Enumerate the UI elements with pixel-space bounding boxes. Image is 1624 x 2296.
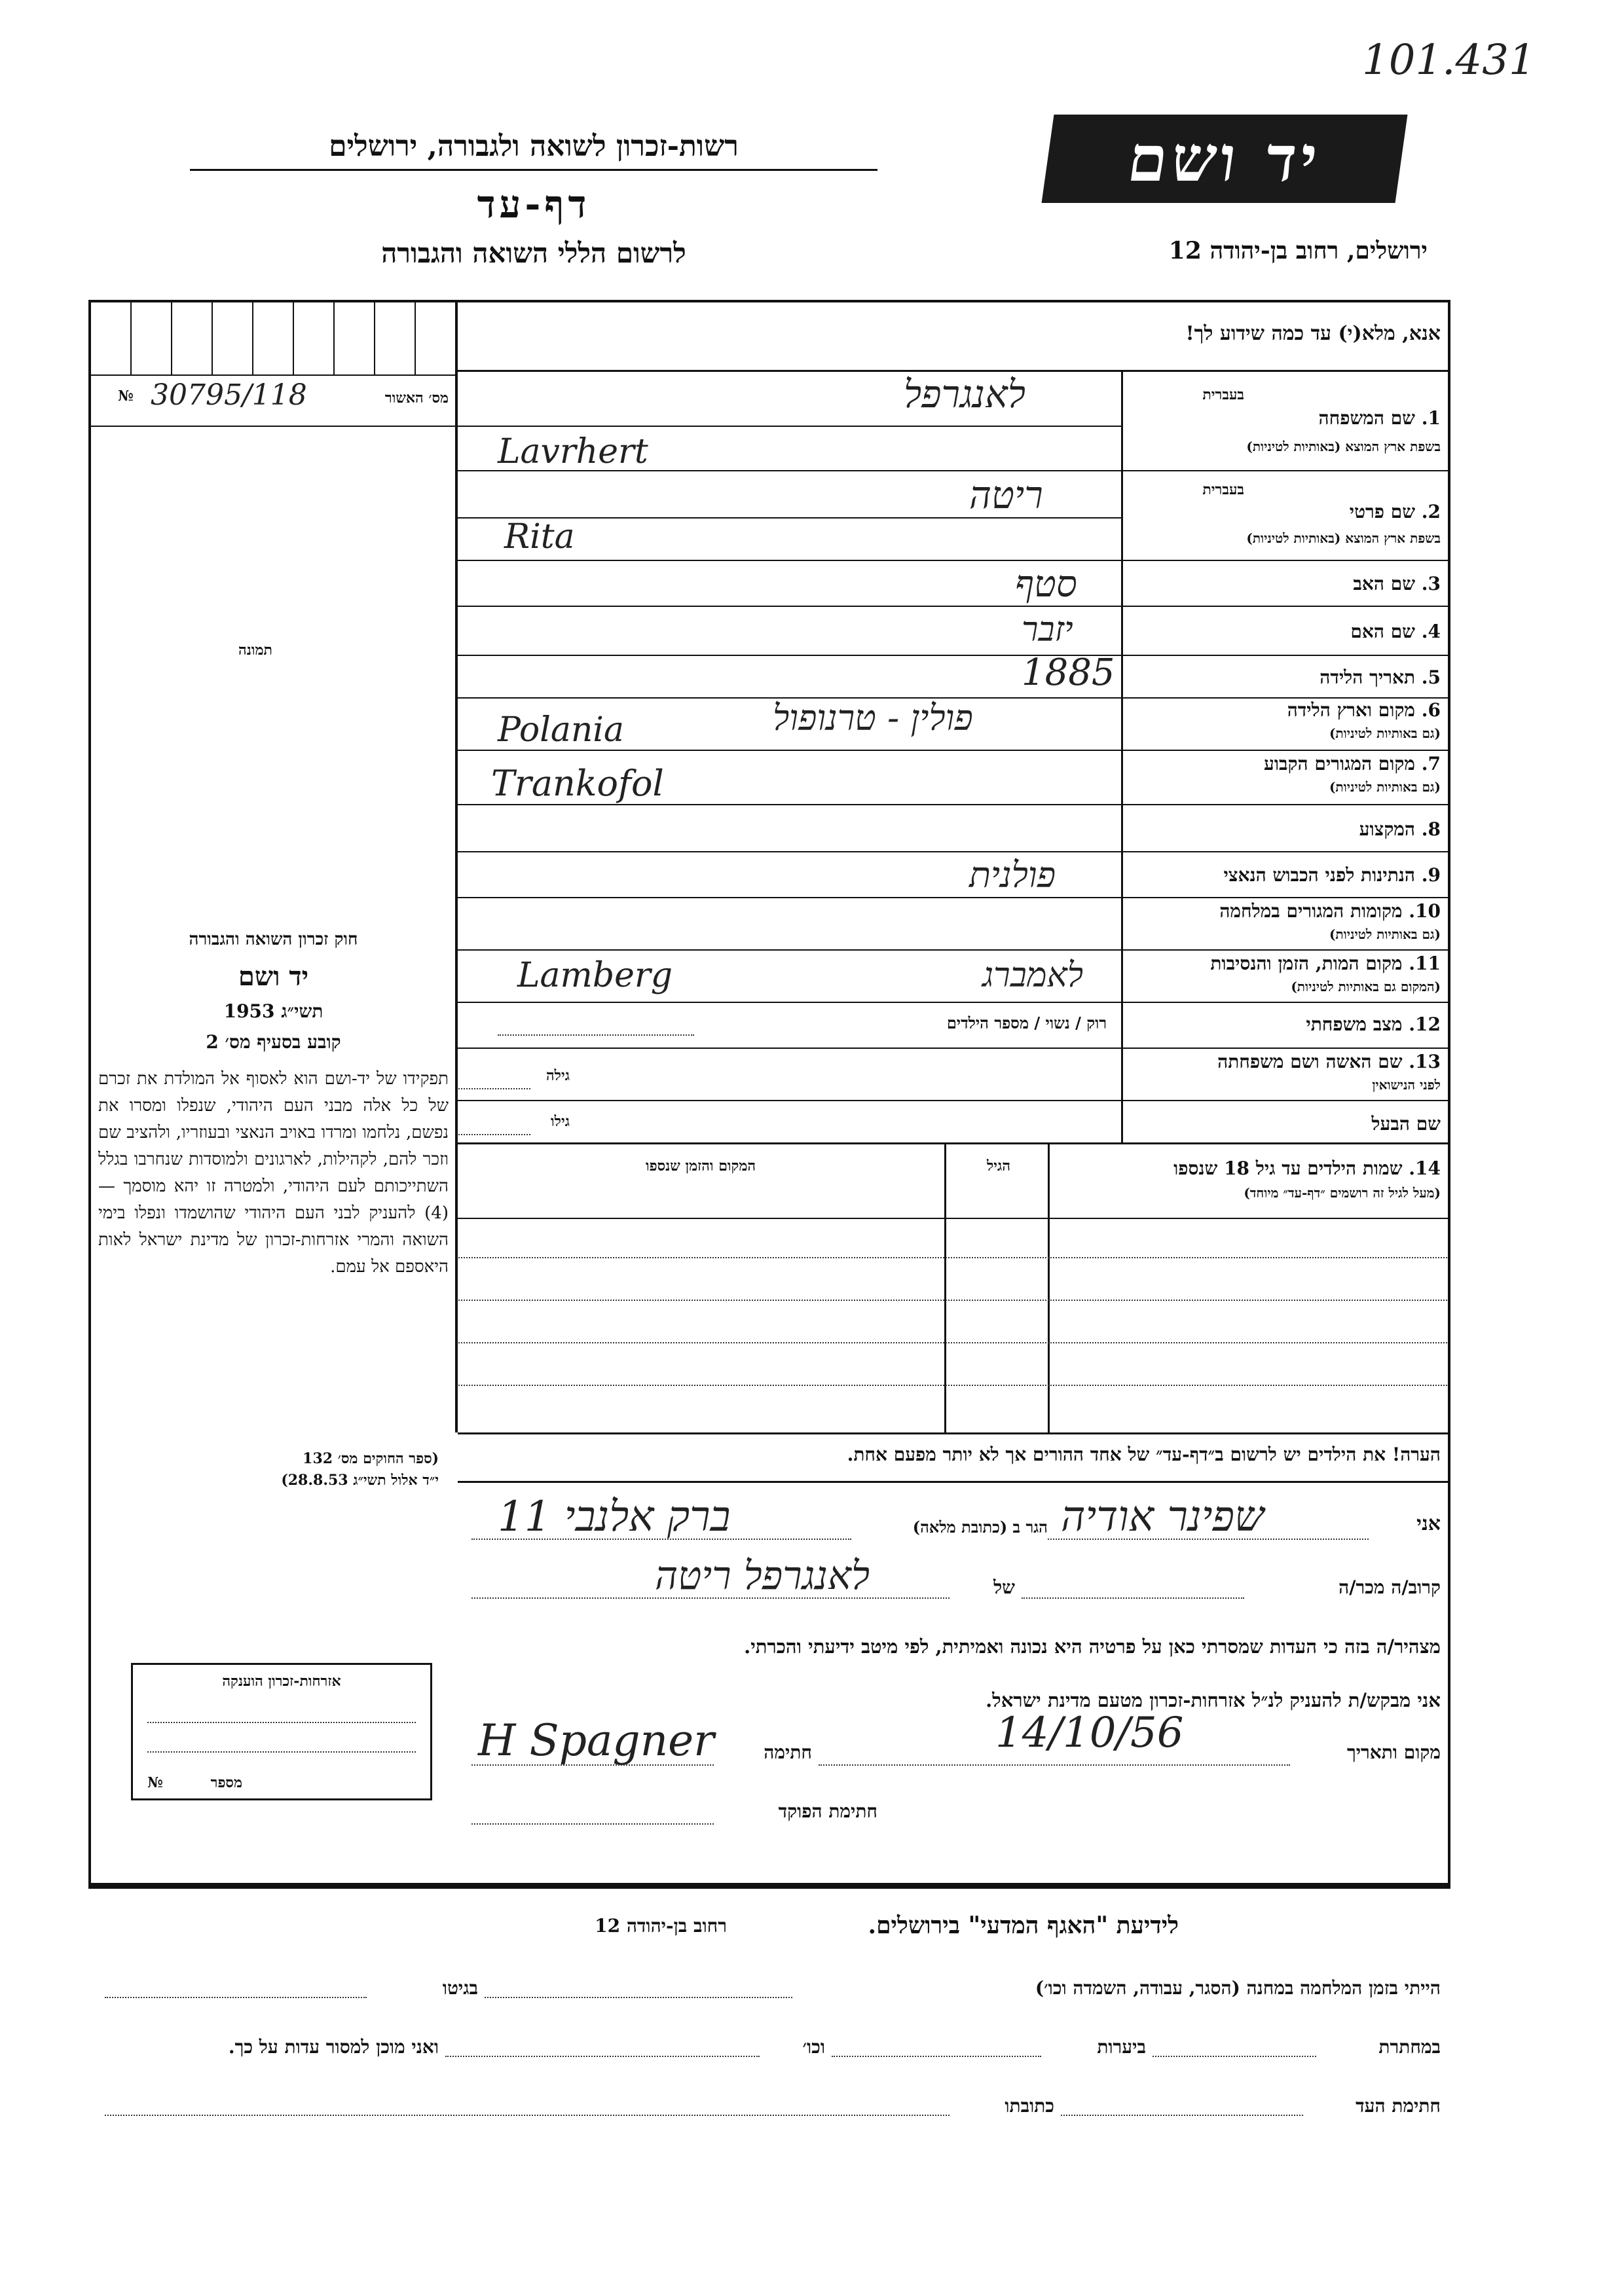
witness-address-label: כתובתו [1005,2095,1054,2117]
f1-sub: בשפת ארץ המוצא (באותיות לטיניות) [1246,439,1441,454]
children-age-header: הגיל [987,1157,1010,1175]
husband-label: שם הבעל [1371,1113,1441,1135]
law-name: יד ושם [238,961,309,992]
of-value: לאנגרפל ריטה [655,1553,870,1599]
f12-options: רוק / נשוי / מספר הילדים [946,1013,1107,1032]
declarant-date: 14/10/56 [995,1709,1184,1757]
f3-label: 3. שם האב [1353,573,1441,594]
f2-hebrew-value: ריטה [969,473,1043,517]
info-line-1: הייתי בזמן המלחמה במחנה (הסגר, עבודה, השמדה וכו׳) [1035,1977,1441,1999]
f7-sub: (גם באותיות לטיניות) [1329,779,1441,795]
f10-sub: (גם באותיות לטיניות) [1329,926,1441,942]
f6-sub: (גם באותיות לטיניות) [1329,725,1441,741]
witness-signature-label: חתימת העד [1356,2095,1441,2117]
law-title: חוק זכרון השואה והגבורה [189,930,358,949]
number-label: מספר [210,1774,242,1791]
f1-hebrew-label: בעברית [1202,386,1244,403]
signature-label: חתימה [764,1741,812,1763]
f12-label: 12. מצב משפחתי [1306,1013,1441,1035]
f7-latin-value: Trankofol [491,763,664,804]
f6-hebrew-value: פולין - טרנופול [773,697,973,738]
f9-label: 9. הנתינות לפני הכבוש הנאצי [1223,864,1441,886]
underground-label: במחתרת [1378,2036,1441,2058]
relative-label: קרוב/ה מכר/ה [1338,1576,1441,1598]
f4-label: 4. שם האם [1350,621,1441,642]
approval-number: 30795/118 [151,378,307,412]
request: אני מבקש/ת להעניק לנ״ל אזרחות-זכרון מטעם מדינת ישראל. [986,1689,1441,1711]
declarant-address: ברק אלנבי 11 [498,1493,731,1541]
f6-label: 6. מקום וארץ הלידה [1287,699,1441,721]
f1-hebrew-value: לאנגרפל [904,372,1025,416]
of-label: של [993,1576,1015,1598]
f14-label: 14. שמות הילדים עד גיל 18 שנספו [1173,1157,1441,1179]
f5-value: 1885 [1022,651,1115,694]
law-text: תפקידו של יד-ושם הוא לאסוף אל המולדת את זכרם של כל אלה מבני העם היהודי, שנפלו ומסרו את נפשם, נלחמו ומרדו באויב הנאצי ובעוזריו, ולהציב שם וזכר להם, לקהילות, לארגונים ולמוסדות שנחרבו בגלל השתייכותם לעם היהודי, ולמטרה זו יהא מוסמך — (4) להעניק לבני העם היהודי שהושמדו ונפלו בימי השואה והמרי אזרחות-זכרון של מדינת ישראל לאות היאספם אל עמם. [98,1069,449,1277]
f14-sub: (מעל לגיל זה רושמים ״דף-עד״ מיוחד) [1244,1185,1441,1201]
law-year: תשי״ג 1953 [223,1000,323,1022]
f3-value: סטף [1015,563,1077,606]
law-ref-2: י״ד אלול תשי״ג 28.8.53) [281,1472,439,1489]
info-address: רחוב בן-יהודה 12 [595,1915,727,1937]
no-mark-2: № [147,1774,163,1791]
archive-number: 101.431 [1362,36,1536,84]
law-ref-1: (ספר החוקים מס׳ 132 [303,1450,439,1467]
f11-sub: (המקום גם באותיות לטיניות) [1291,979,1441,994]
f13-label: 13. שם האשה ושם משפחתה [1217,1051,1441,1072]
law-section: קובע בסעיף מס׳ 2 [206,1031,341,1053]
form-subtitle: לרשום הללי השואה והגבורה [381,237,686,269]
f2-label: 2. שם פרטי [1349,501,1441,522]
left-top-boxes [91,302,455,374]
declaration: מצהיר/ה בזה כי העדות שמסרתי כאן על פרטיה היא נכונה ואמיתית, לפי מיטב ידיעתי והכרתי. [744,1635,1441,1658]
f9-value: פולנית [969,854,1056,896]
wife-age-label: גילה [546,1067,570,1084]
no-mark: № [118,388,134,405]
f1-latin-value: Lavrhert [498,432,648,471]
place-date-label: מקום ותאריך [1346,1741,1441,1763]
f7-label: 7. מקום המגורים הקבוע [1264,753,1441,774]
info-title: לידיעת "האגף המדעי" בירושלים. [868,1912,1179,1939]
f11-latin-value: Lamberg [517,956,673,995]
photo-label: תמונה [238,642,272,659]
yad-vashem-logo [1042,115,1408,203]
f4-value: יזבר [1022,610,1073,649]
residing-label: הגר ב (כתובת מלאה) [912,1518,1048,1537]
f13-sub: לפני הנישואין [1372,1077,1441,1093]
citizenship-label: אזרחות-זכרון הוענקה [222,1673,341,1690]
ready-label: ואני מוכן למסור עדות על כך. [228,2036,439,2058]
i-label: אני [1416,1512,1441,1535]
logo-text: יד ושם [1123,122,1326,196]
declarant-name: שפינר אודיה [1061,1493,1264,1541]
f11-hebrew-value: לאמברג [982,956,1084,995]
children-place-header: המקום והזמן שנספו [645,1157,756,1175]
instruction: אנא, מלא(י) עד כמה שידוע לך! [1185,322,1441,345]
f8-label: 8. המקצוע [1359,818,1441,840]
f11-label: 11. מקום המות, הזמן והנסיבות [1210,953,1441,974]
f2-hebrew-label: בעברית [1202,481,1244,498]
official-label: חתימת הפוקד [778,1800,877,1822]
note: הערה! את הילדים יש לרשום ב״דף-עד״ של אחד ההורים אך לא יותר מפעם אחת. [847,1444,1441,1465]
form-title: דף-עד [477,182,591,227]
f6-latin-value: Polania [498,710,624,750]
declarant-signature: H Spagner [478,1715,714,1766]
f2-sub: בשפת ארץ המוצא (באותיות לטיניות) [1246,530,1441,546]
etc-label: וכו׳ [802,2036,825,2058]
f10-label: 10. מקומות המגורים במלחמה [1219,900,1441,922]
ghetto-label: בגיטו [442,1977,478,1999]
f1-label: 1. שם המשפחה [1318,407,1441,429]
header-address: ירושלים, רחוב בן-יהודה 12 [1168,237,1428,264]
authority-name: רשות-זכרון לשואה ולגבורה, ירושלים [329,130,739,163]
husband-age-label: גילו [551,1113,570,1130]
f5-label: 5. תאריך הלידה [1320,666,1441,688]
f2-latin-value: Rita [504,517,575,556]
approval-label: מס׳ האשור [384,390,449,407]
forests-label: ביערות [1097,2036,1146,2058]
